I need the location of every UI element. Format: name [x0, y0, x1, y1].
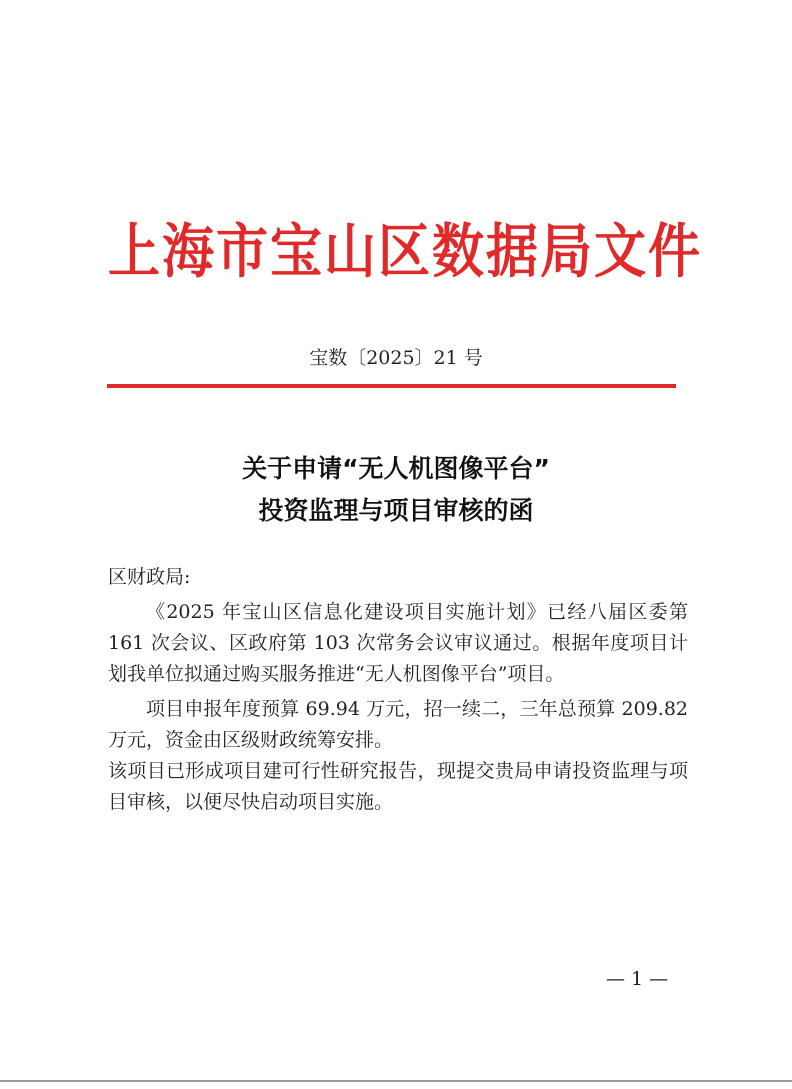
scan-edge-line: [0, 1080, 792, 1082]
document-number: 宝数〔2025〕21 号: [309, 347, 483, 369]
salutation: 区财政局:: [108, 566, 191, 588]
body-paragraph-3: 该项目已形成项目建可行性研究报告，现提交贵局申请投资监理与项目审核，以便尽快启动项目实施。: [108, 760, 688, 813]
document-body: [108, 562, 688, 818]
document-subject: [0, 448, 792, 532]
body-paragraph-1: 《2025 年宝山区信息化建设项目实施计划》已经八届区委第 161 次会议、区政府第 103 次常务会议审议通过。根据年度项目计划我单位拟通过购买服务推进“无人机图像平台”项目。: [108, 601, 688, 685]
subject-line-2: 投资监理与项目审核的函: [258, 496, 534, 525]
subject-line-1: 关于申请“无人机图像平台”: [242, 454, 550, 483]
page-number: — 1 —: [606, 968, 669, 990]
red-separator-line: [107, 384, 676, 388]
issuing-organization-title: 上海市宝山区数据局文件: [108, 218, 703, 286]
body-paragraph-2: 项目申报年度预算 69.94 万元，招一续二，三年总预算 209.82 万元，资金由区级财政统筹安排。: [108, 698, 688, 751]
